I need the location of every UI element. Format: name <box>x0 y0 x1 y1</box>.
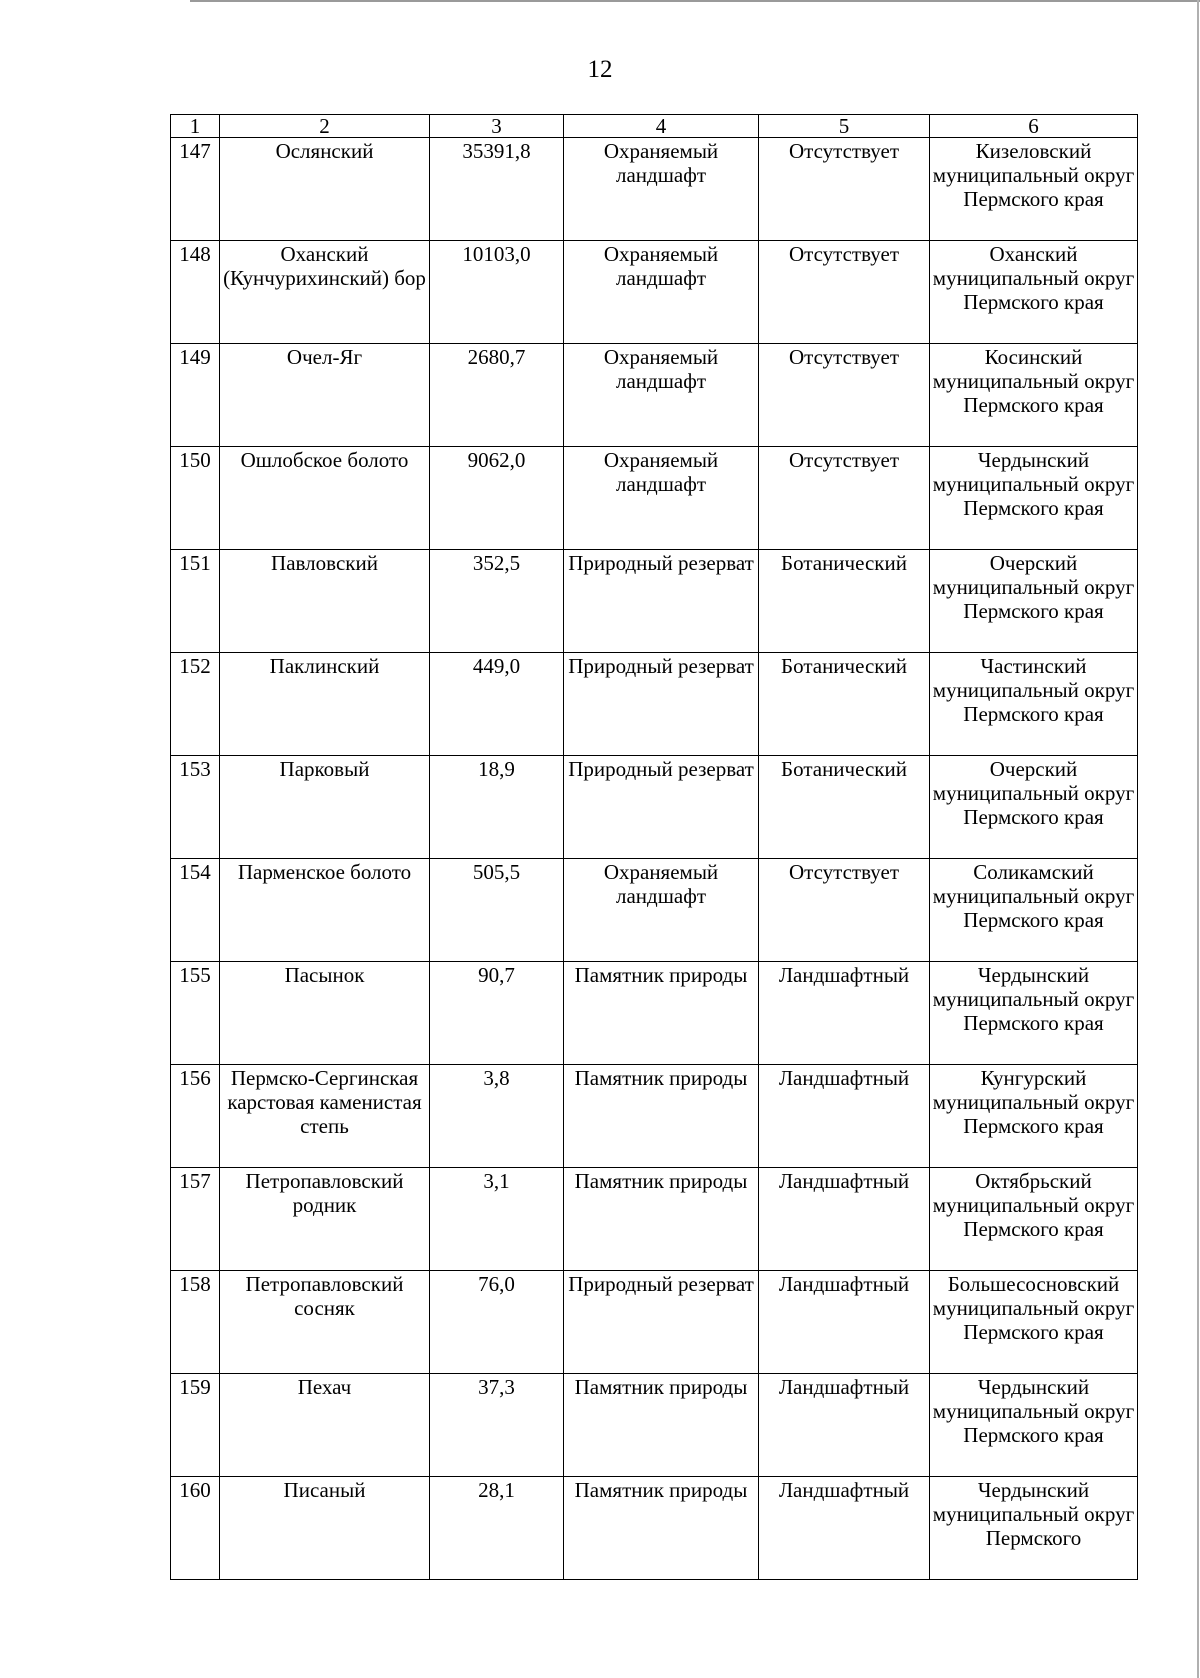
area-name-cell: Парковый <box>220 756 430 859</box>
profile-cell: Отсутствует <box>759 344 930 447</box>
table-row <box>171 138 1138 241</box>
area-name-cell: Очел-Яг <box>220 344 430 447</box>
profile-cell: Ботанический <box>759 550 930 653</box>
location-cell: Косинский муниципальный округ Пермского края <box>930 344 1138 447</box>
area-name-cell: Парменское болото <box>220 859 430 962</box>
location-cell: Очерский муниципальный округ Пермского края <box>930 756 1138 859</box>
header-cell-col-5: 5 <box>759 115 930 138</box>
profile-cell: Ландшафтный <box>759 1065 930 1168</box>
location-cell: Большесосновский муниципальный округ Пермского края <box>930 1271 1138 1374</box>
area-name-cell: Ошлобское болото <box>220 447 430 550</box>
area-size-cell: 9062,0 <box>430 447 564 550</box>
category-cell: Охраняемый ландшафт <box>564 138 759 241</box>
location-cell: Оханский муниципальный округ Пермского края <box>930 241 1138 344</box>
profile-cell: Ботанический <box>759 653 930 756</box>
row-number-cell: 160 <box>171 1477 220 1580</box>
profile-cell: Отсутствует <box>759 241 930 344</box>
category-cell: Памятник природы <box>564 962 759 1065</box>
location-cell: Кизеловский муниципальный округ Пермского края <box>930 138 1138 241</box>
location-cell: Чердынский муниципальный округ Пермского края <box>930 962 1138 1065</box>
area-size-cell: 28,1 <box>430 1477 564 1580</box>
location-cell: Соликамский муниципальный округ Пермского края <box>930 859 1138 962</box>
location-cell: Чердынский муниципальный округ Пермского края <box>930 1374 1138 1477</box>
page-number: 12 <box>587 56 613 83</box>
location-cell: Частинский муниципальный округ Пермского края <box>930 653 1138 756</box>
table-row <box>171 962 1138 1065</box>
area-size-cell: 18,9 <box>430 756 564 859</box>
location-cell: Чердынский муниципальный округ Пермского <box>930 1477 1138 1580</box>
profile-cell: Ландшафтный <box>759 962 930 1065</box>
category-cell: Памятник природы <box>564 1477 759 1580</box>
category-cell: Памятник природы <box>564 1065 759 1168</box>
area-name-cell: Паклинский <box>220 653 430 756</box>
location-cell: Чердынский муниципальный округ Пермского края <box>930 447 1138 550</box>
row-number-cell: 159 <box>171 1374 220 1477</box>
header-cell-col-3: 3 <box>430 115 564 138</box>
protected-areas-table <box>170 114 1138 1580</box>
location-cell: Кунгурский муниципальный округ Пермского края <box>930 1065 1138 1168</box>
profile-cell: Отсутствует <box>759 859 930 962</box>
profile-cell: Отсутствует <box>759 138 930 241</box>
area-name-cell: Пехач <box>220 1374 430 1477</box>
table-row <box>171 344 1138 447</box>
profile-cell: Отсутствует <box>759 447 930 550</box>
row-number-cell: 149 <box>171 344 220 447</box>
area-name-cell: Петропавловский родник <box>220 1168 430 1271</box>
location-cell: Очерский муниципальный округ Пермского края <box>930 550 1138 653</box>
header-cell-col-2: 2 <box>220 115 430 138</box>
table-row <box>171 550 1138 653</box>
area-name-cell: Оханский (Кунчурихинский) бор <box>220 241 430 344</box>
area-size-cell: 505,5 <box>430 859 564 962</box>
category-cell: Охраняемый ландшафт <box>564 859 759 962</box>
profile-cell: Ландшафтный <box>759 1271 930 1374</box>
header-cell-col-4: 4 <box>564 115 759 138</box>
row-number-cell: 153 <box>171 756 220 859</box>
table-header-row <box>171 115 1138 138</box>
profile-cell: Ландшафтный <box>759 1168 930 1271</box>
category-cell: Охраняемый ландшафт <box>564 241 759 344</box>
area-size-cell: 76,0 <box>430 1271 564 1374</box>
row-number-cell: 157 <box>171 1168 220 1271</box>
area-size-cell: 449,0 <box>430 653 564 756</box>
table-row <box>171 859 1138 962</box>
category-cell: Охраняемый ландшафт <box>564 344 759 447</box>
area-name-cell: Писаный <box>220 1477 430 1580</box>
scan-frame-right <box>1197 0 1199 1678</box>
table-row <box>171 241 1138 344</box>
area-size-cell: 35391,8 <box>430 138 564 241</box>
area-size-cell: 10103,0 <box>430 241 564 344</box>
table-row <box>171 1168 1138 1271</box>
header-cell-col-6: 6 <box>930 115 1138 138</box>
profile-cell: Ландшафтный <box>759 1374 930 1477</box>
row-number-cell: 152 <box>171 653 220 756</box>
profile-cell: Ботанический <box>759 756 930 859</box>
category-cell: Природный резерват <box>564 653 759 756</box>
row-number-cell: 154 <box>171 859 220 962</box>
row-number-cell: 158 <box>171 1271 220 1374</box>
area-size-cell: 3,1 <box>430 1168 564 1271</box>
area-size-cell: 2680,7 <box>430 344 564 447</box>
row-number-cell: 150 <box>171 447 220 550</box>
category-cell: Природный резерват <box>564 550 759 653</box>
category-cell: Памятник природы <box>564 1168 759 1271</box>
row-number-cell: 147 <box>171 138 220 241</box>
area-size-cell: 90,7 <box>430 962 564 1065</box>
area-name-cell: Пасынок <box>220 962 430 1065</box>
scan-frame-top <box>190 0 1200 2</box>
area-name-cell: Ослянский <box>220 138 430 241</box>
row-number-cell: 156 <box>171 1065 220 1168</box>
category-cell: Природный резерват <box>564 756 759 859</box>
area-size-cell: 352,5 <box>430 550 564 653</box>
profile-cell: Ландшафтный <box>759 1477 930 1580</box>
table-row <box>171 756 1138 859</box>
area-size-cell: 37,3 <box>430 1374 564 1477</box>
table-row <box>171 447 1138 550</box>
row-number-cell: 148 <box>171 241 220 344</box>
category-cell: Памятник природы <box>564 1374 759 1477</box>
location-cell: Октябрьский муниципальный округ Пермского края <box>930 1168 1138 1271</box>
row-number-cell: 151 <box>171 550 220 653</box>
area-name-cell: Пермско-Сергинская карстовая каменистая степь <box>220 1065 430 1168</box>
header-cell-col-1: 1 <box>171 115 220 138</box>
category-cell: Охраняемый ландшафт <box>564 447 759 550</box>
table-row <box>171 1374 1138 1477</box>
category-cell: Природный резерват <box>564 1271 759 1374</box>
area-name-cell: Павловский <box>220 550 430 653</box>
area-size-cell: 3,8 <box>430 1065 564 1168</box>
row-number-cell: 155 <box>171 962 220 1065</box>
table-row <box>171 1477 1138 1580</box>
table-row <box>171 1065 1138 1168</box>
area-name-cell: Петропавловский сосняк <box>220 1271 430 1374</box>
table-row <box>171 653 1138 756</box>
table-body <box>171 115 1138 1580</box>
table-row <box>171 1271 1138 1374</box>
